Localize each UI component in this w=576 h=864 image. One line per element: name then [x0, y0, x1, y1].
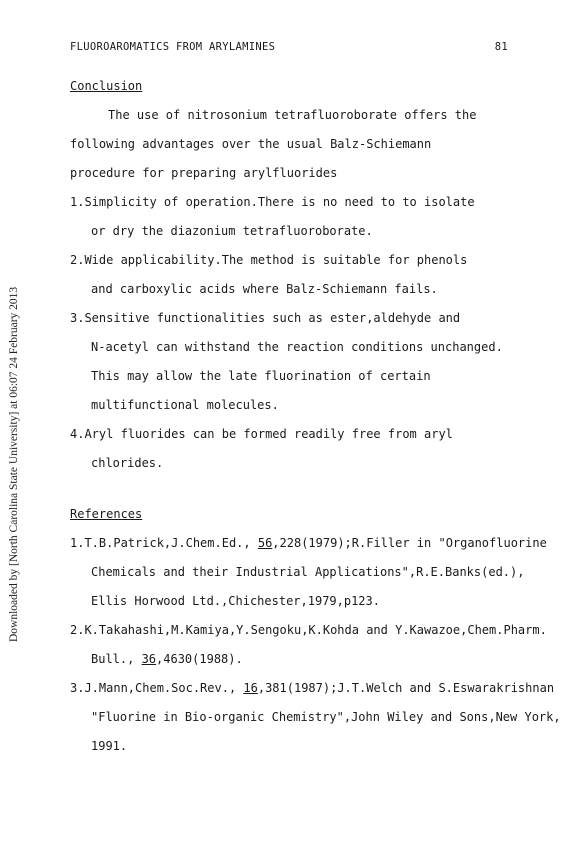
- running-title: FLUOROAROMATICS FROM ARYLAMINES: [70, 41, 276, 53]
- item-line: This may allow the late fluorination of certain: [91, 369, 431, 383]
- item-line: or dry the diazonium tetrafluoroborate.: [91, 224, 373, 238]
- item-line: multifunctional molecules.: [91, 398, 279, 412]
- volume-number: 56: [257, 536, 273, 550]
- page-number: 81: [494, 41, 508, 53]
- item-line: and carboxylic acids where Balz-Schiemann fails.: [91, 282, 438, 296]
- reference-item: [70, 674, 570, 761]
- reference-line: "Fluorine in Bio-organic Chemistry",John Wiley and Sons,New York,: [91, 710, 561, 724]
- advantage-item: [70, 420, 570, 478]
- volume-number: 16: [243, 681, 258, 695]
- references-heading: References: [70, 507, 143, 521]
- download-watermark: Downloaded by [North Carolina State University] at 06:07 24 February 2013: [8, 286, 20, 642]
- reference-text: Bull.,: [91, 652, 142, 666]
- item-line: chlorides.: [91, 456, 164, 470]
- reference-line: Chemicals and their Industrial Applications",R.E.Banks(ed.),: [91, 565, 525, 579]
- reference-line: 2.K.Takahashi,M.Kamiya,Y.Sengoku,K.Kohda and Y.Kawazoe,Chem.Pharm.: [70, 623, 547, 637]
- reference-text: 1.T.B.Patrick,J.Chem.Ed.,: [70, 536, 258, 550]
- conclusion-heading: Conclusion: [70, 79, 143, 93]
- reference-item: [70, 616, 570, 674]
- item-line: 3.Sensitive functionalities such as ester,aldehyde and: [70, 311, 461, 325]
- page-body: [70, 72, 570, 761]
- reference-line: 1991.: [91, 739, 128, 753]
- advantage-item: [70, 246, 570, 304]
- reference-item: [70, 529, 570, 616]
- reference-line: Ellis Horwood Ltd.,Chichester,1979,p123.: [91, 594, 380, 608]
- volume-number: 36: [141, 652, 157, 666]
- reference-line: [70, 645, 570, 674]
- advantage-item: [70, 304, 570, 420]
- item-line: 1.Simplicity of operation.There is no need to to isolate: [70, 195, 475, 209]
- intro-line: The use of nitrosonium tetrafluoroborate offers the: [108, 108, 477, 122]
- item-line: N-acetyl can withstand the reaction conditions unchanged.: [91, 340, 503, 354]
- reference-text: ,381(1987);J.T.Welch and S.Eswarakrishnan: [257, 681, 555, 695]
- reference-text: ,4630(1988).: [156, 652, 243, 666]
- reference-text: ,228(1979);R.Filler in "Organofluorine: [272, 536, 547, 550]
- item-line: 4.Aryl fluorides can be formed readily free from aryl: [70, 427, 453, 441]
- item-line: 2.Wide applicability.The method is suitable for phenols: [70, 253, 468, 267]
- advantage-item: [70, 188, 570, 246]
- intro-line: following advantages over the usual Balz-Schiemann: [70, 137, 432, 151]
- intro-line: procedure for preparing arylfluorides: [70, 166, 338, 180]
- reference-line: [70, 674, 570, 703]
- section-gap: [70, 478, 570, 500]
- running-header: [70, 41, 508, 53]
- reference-line: [70, 529, 570, 558]
- reference-text: 3.J.Mann,Chem.Soc.Rev.,: [70, 681, 244, 695]
